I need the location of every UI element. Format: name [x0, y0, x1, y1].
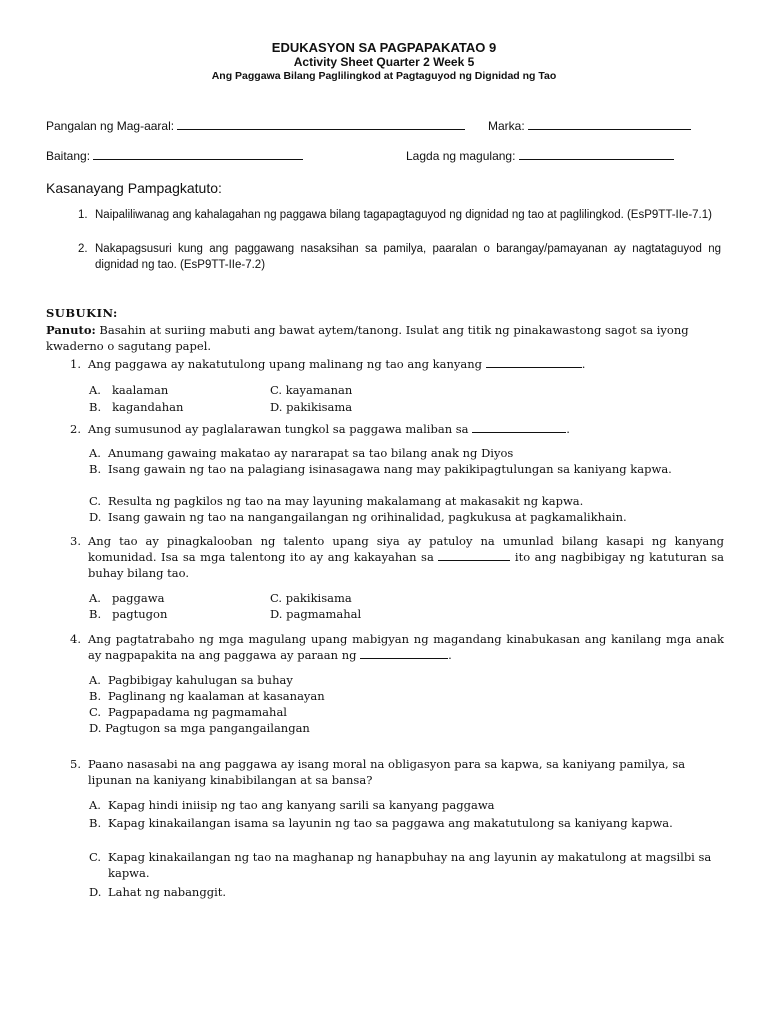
name-blank[interactable]: [177, 120, 465, 130]
answer-blank[interactable]: [360, 649, 448, 659]
option-b[interactable]: B. Paglinang ng kaalaman at kasanayan: [89, 689, 325, 703]
score-label: Marka:: [488, 119, 525, 133]
option-c[interactable]: C. Kapag kinakailangan ng tao na maghanap ng hanapbuhay na ang layunin ay makatulong at magsilbi sa kapwa.: [89, 850, 712, 880]
option-b[interactable]: B. pagtugon: [89, 607, 168, 621]
grade-field[interactable]: [46, 149, 303, 163]
grade-blank[interactable]: [93, 150, 303, 160]
option-b[interactable]: B. kagandahan: [89, 400, 184, 414]
option-c[interactable]: C. pakikisama: [270, 591, 352, 605]
question-4: 4. Ang pagtatrabaho ng mga magulang upang mabigyan ng magandang kinabukasan ang kanilang mga anak ay nagpapakita na ang paggawa ay paraan ng .: [70, 632, 724, 662]
option-a[interactable]: A. Kapag hindi iniisip ng tao ang kanyang sarili sa kanyang paggawa: [89, 798, 495, 812]
option-b[interactable]: B. Isang gawain ng tao na palagiang isinasagawa nang may pakikipagtulungan sa kaniyang kapwa.: [89, 462, 672, 476]
sheet-title: Activity Sheet Quarter 2 Week 5: [293, 55, 475, 69]
parent-sign-field[interactable]: [406, 149, 674, 163]
name-field[interactable]: [46, 119, 465, 133]
test-title: SUBUKIN:: [46, 306, 118, 320]
question-5: 5. Paano nasasabi na ang paggawa ay isang moral na obligasyon para sa kapwa, sa kaniyang pamilya, sa lipunan na kaniyang kinabibilangan at sa bansa?: [70, 757, 686, 787]
answer-blank[interactable]: [486, 358, 582, 368]
option-c[interactable]: C. kayamanan: [270, 383, 353, 397]
option-d[interactable]: D. Lahat ng nabanggit.: [89, 885, 227, 899]
question-3: 3. Ang tao ay pinagkalooban ng talento upang siya ay patuloy na umunlad bilang kasapi ng kanyang komunidad. Isa sa mga talentong ito ay ang kakayahan sa ito ang nagbibigay ng katuturan sa buhay bilang tao.: [70, 534, 725, 580]
option-d[interactable]: D. pagmamahal: [270, 607, 362, 621]
competency-item: 1. Naipaliliwanag ang kahalagahan ng paggawa bilang tagapagtaguyod ng dignidad ng tao at paglilingkod. (EsP9TT-IIe-7.1): [78, 209, 712, 221]
question-2: 2. Ang sumusunod ay paglalarawan tungkol sa paggawa maliban sa .: [70, 422, 570, 436]
competency-item: 2. Nakapagsusuri kung ang paggawang nasaksihan sa pamilya, paaralan o barangay/pamayanan ay nagtataguyod ng dignidad ng tao. (EsP9TT-IIe-7.2): [78, 243, 721, 271]
competencies-title: Kasanayang Pampagkatuto:: [46, 180, 222, 196]
parent-sign-blank[interactable]: [519, 150, 674, 160]
option-a[interactable]: A. kaalaman: [89, 383, 169, 397]
option-d[interactable]: D. Isang gawain ng tao na nangangailangan ng orihinalidad, pagkukusa at pagkamalikhain.: [89, 510, 627, 524]
parent-sign-label: Lagda ng magulang:: [406, 149, 516, 163]
option-a[interactable]: A. paggawa: [89, 591, 165, 605]
option-d[interactable]: D. Pagtugon sa mga pangangailangan: [89, 721, 310, 735]
score-blank[interactable]: [528, 120, 691, 130]
option-b[interactable]: B. Kapag kinakailangan isama sa layunin ng tao sa paggawa ang makatutulong sa kaniyang kapwa.: [89, 816, 673, 830]
grade-label: Baitang:: [46, 149, 91, 163]
option-c[interactable]: C. Resulta ng pagkilos ng tao na may layuning makalamang at makasakit ng kapwa.: [89, 494, 584, 508]
directions-label: Panuto:: [46, 323, 96, 337]
option-c[interactable]: C. Pagpapadama ng pagmamahal: [89, 705, 287, 719]
directions-text: Basahin at suriing mabuti ang bawat aytem/tanong. Isulat ang titik ng pinakawastong sagot sa iyong kwaderno o sagutang papel.: [46, 323, 689, 353]
topic-title: Ang Paggawa Bilang Paglilingkod at Pagtaguyod ng Dignidad ng Tao: [211, 70, 557, 82]
option-a[interactable]: A. Anumang gawaing makatao ay nararapat sa tao bilang anak ng Diyos: [89, 446, 514, 460]
name-label: Pangalan ng Mag-aaral:: [46, 119, 175, 133]
directions: [46, 322, 726, 354]
option-d[interactable]: D. pakikisama: [270, 400, 353, 414]
subject-title: EDUKASYON SA PAGPAPAKATAO 9: [271, 40, 497, 55]
score-field[interactable]: [488, 119, 691, 133]
option-a[interactable]: A. Pagbibigay kahulugan sa buhay: [89, 673, 293, 687]
answer-blank[interactable]: [438, 551, 510, 561]
answer-blank[interactable]: [472, 423, 566, 433]
question-1: 1. Ang paggawa ay nakatutulong upang malinang ng tao ang kanyang .: [70, 357, 586, 371]
